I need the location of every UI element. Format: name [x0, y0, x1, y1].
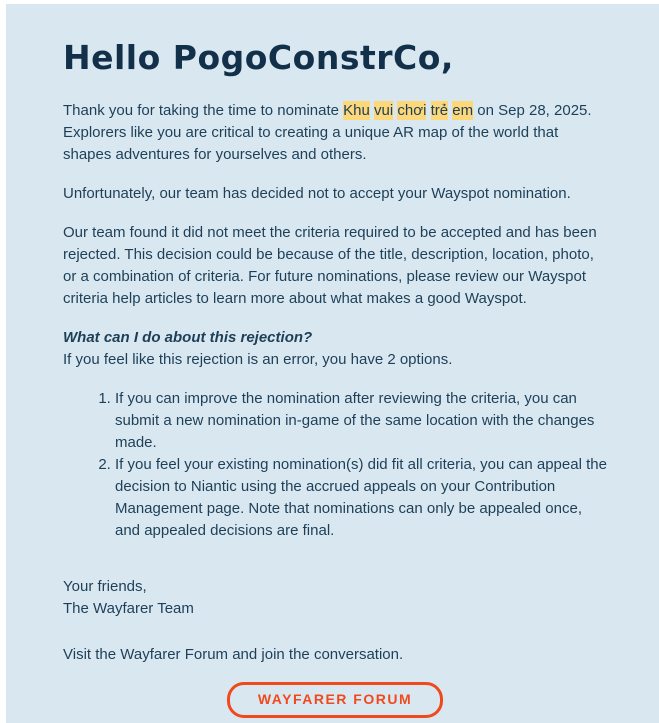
signature-block [63, 576, 607, 620]
greeting-heading: Hello PogoConstrCo, [63, 38, 454, 77]
highlighted-nomination-word: em [452, 101, 474, 119]
decision-paragraph: Unfortunately, our team has decided not to accept your Wayspot nomination. [63, 184, 571, 202]
highlighted-nomination-word: chơi [397, 101, 427, 119]
team-name: The Wayfarer Team [63, 599, 194, 617]
highlighted-nomination-word: Khu [343, 101, 370, 119]
intro-paragraph [63, 100, 607, 166]
signoff-line: Your friends, [63, 577, 147, 595]
explanation-paragraph: Our team found it did not meet the criteria required to be accepted and has been rejected. This decision could be because of the title, description, location, photo, or a combination of criteria. For future nominations, please review our Wayspot criteria help articles to learn more about what makes a good Wayspot. [63, 223, 597, 307]
option-item-appeal: 2. If you feel your existing nomination(s) did fit all criteria, you can appeal the decision to Niantic using the accrued appeals on your Contribution Management page. Note that nominations can only be appealed once, and appealed decisions are final. [115, 454, 607, 542]
question-section [63, 327, 607, 371]
wayfarer-forum-button[interactable]: WAYFARER FORUM [227, 682, 443, 718]
option-item-resubmit: 1. If you can improve the nomination after reviewing the criteria, you can submit a new nomination in-game of the same location with the changes made. [115, 388, 607, 454]
highlighted-nomination-word: vui [374, 101, 394, 119]
highlighted-nomination-word: trẻ [430, 101, 449, 119]
question-heading: What can I do about this rejection? [63, 328, 313, 346]
forum-invite-text: Visit the Wayfarer Forum and join the conversation. [63, 645, 404, 663]
intro-text-before: Thank you for taking the time to nominate [63, 101, 339, 119]
intro-text-after: on Sep 28, 2025. Explorers like you are critical to creating a unique AR map of the world that shapes adventures for yourselves and others. [63, 101, 592, 163]
options-list [63, 388, 607, 542]
options-intro: If you feel like this rejection is an error, you have 2 options. [63, 350, 453, 368]
email-body-panel [6, 4, 659, 723]
button-row [63, 682, 607, 718]
